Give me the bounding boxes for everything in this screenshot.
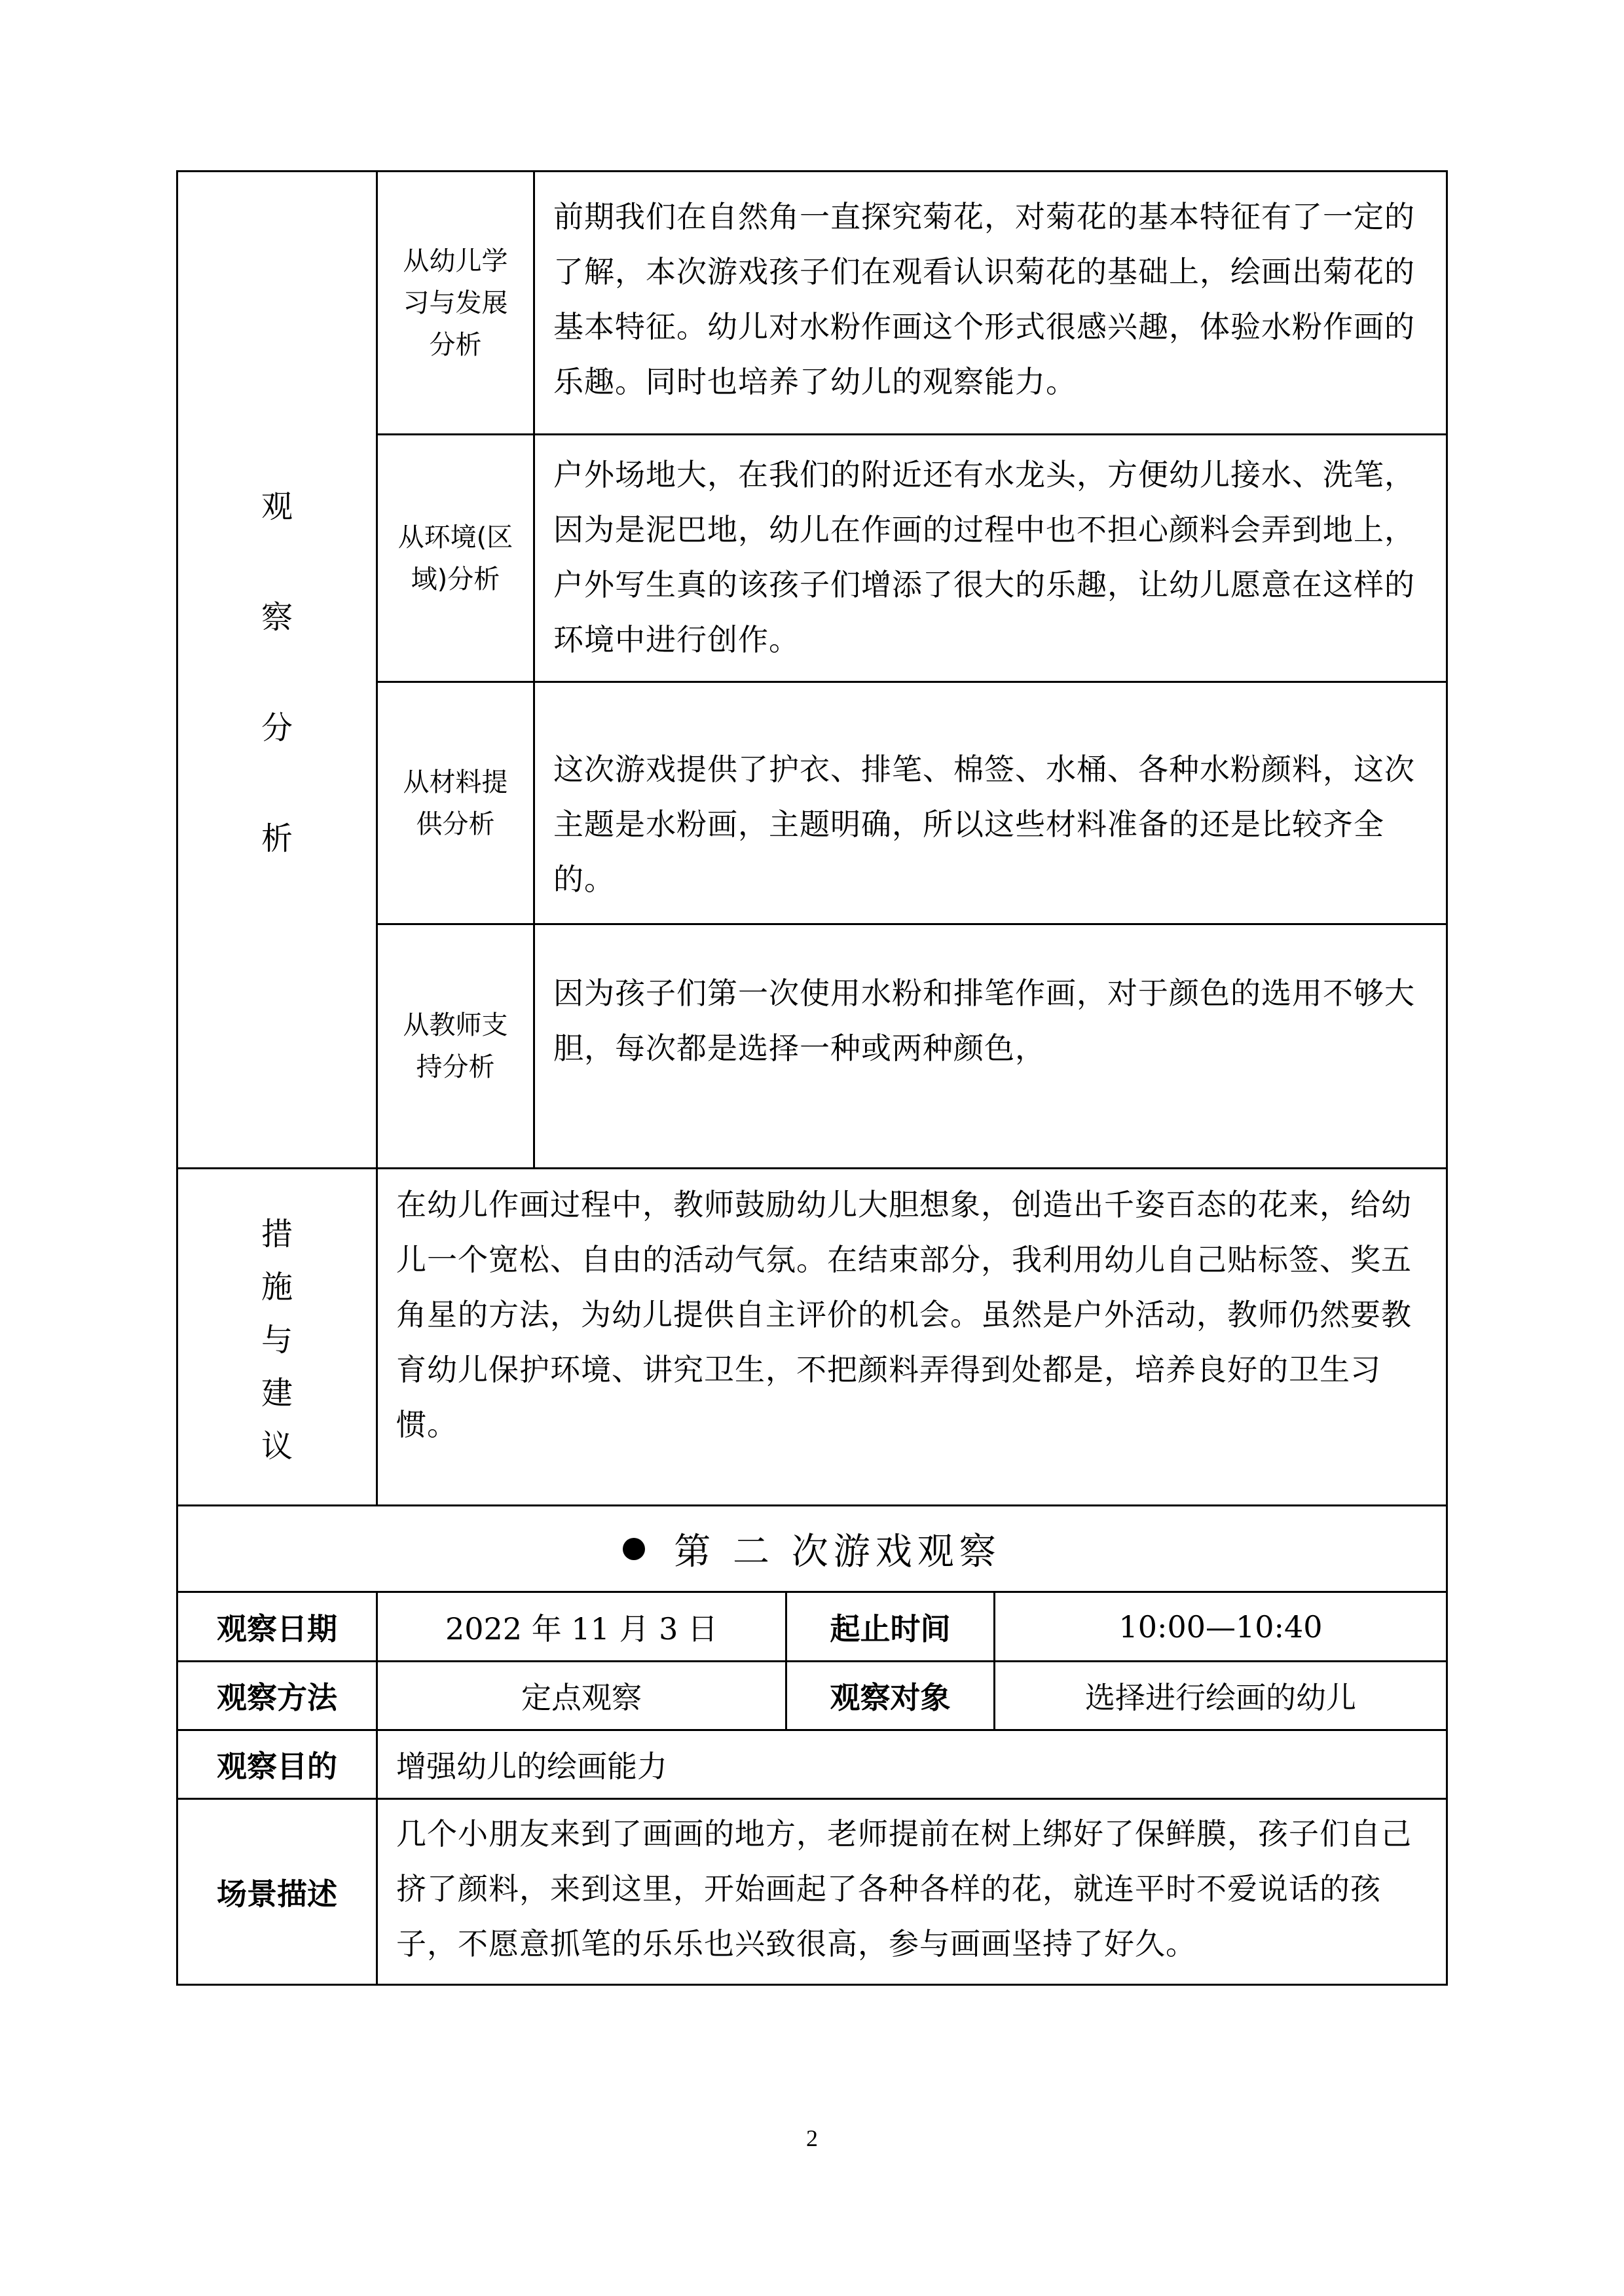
second-observation-title — [178, 1506, 1446, 1591]
analysis-sublabel-teacher: 从教师支持分析 — [403, 1010, 508, 1082]
analysis-sublabel-environment: 从环境(区域)分析 — [397, 522, 513, 594]
measures-label-char: 议 — [261, 1427, 293, 1465]
table-border — [176, 1984, 1448, 1986]
measures-label-char: 建 — [261, 1374, 293, 1412]
analysis-text-environment: 户外场地大，在我们的附近还有水龙头，方便幼儿接水、洗笔，因为是泥巴地，幼儿在作画的过程中也不担心颜料会弄到地上，户外写生真的该孩子们增添了很大的乐趣，让幼儿愿意在这样的环境中进行创作。 — [553, 457, 1415, 657]
analysis-label-char: 分 — [261, 710, 293, 746]
analysis-label-char: 观 — [261, 488, 293, 525]
analysis-text-teacher: 因为孩子们第一次使用水粉和排笔作画，对于颜色的选用不够大胆，每次都是选择一种或两种颜色， — [553, 975, 1415, 1066]
target-label: 观察对象 — [830, 1680, 951, 1715]
target-value: 选择进行绘画的幼儿 — [1085, 1680, 1356, 1715]
bullet-icon — [623, 1538, 645, 1560]
table-border — [1446, 170, 1448, 1986]
measures-label — [178, 1169, 376, 1504]
page-number: 2 — [806, 2125, 818, 2151]
second-observation-title-text: 第 二 次游戏观察 — [674, 1530, 1001, 1573]
analysis-label — [178, 172, 376, 1167]
analysis-text-materials: 这次游戏提供了护衣、排笔、棉签、水桶、各种水粉颜料，这次主题是水粉画，主题明确，所以这些材料准备的还是比较齐全的。 — [553, 752, 1415, 897]
time-value: 10:00—10:40 — [1118, 1609, 1323, 1645]
measures-label-char: 施 — [261, 1268, 293, 1305]
analysis-label-char: 察 — [261, 599, 293, 636]
analysis-label-char: 析 — [261, 820, 293, 857]
date-value: 2022 年 11 月 3 日 — [445, 1611, 718, 1647]
analysis-sublabel-materials: 从材料提供分析 — [403, 767, 508, 839]
measures-text: 在幼儿作画过程中，教师鼓励幼儿大胆想象，创造出千姿百态的花来，给幼儿一个宽松、自由的活动气氛。在结束部分，我利用幼儿自己贴标签、奖五角星的方法，为幼儿提供自主评价的机会。虽然是户外活动，教师仍然要教育幼儿保护环境、讲究卫生，不把颜料弄得到处都是，培养良好的卫生习惯。 — [396, 1187, 1412, 1442]
scene-label: 场景描述 — [217, 1876, 337, 1912]
analysis-text-learning: 前期我们在自然角一直探究菊花，对菊花的基本特征有了一定的了解，本次游戏孩子们在观看认识菊花的基础上，绘画出菊花的基本特征。幼儿对水粉作画这个形式很感兴趣，体验水粉作画的乐趣。同时也培养了幼儿的观察能力。 — [553, 199, 1415, 399]
measures-label-char: 措 — [261, 1215, 293, 1252]
purpose-value: 增强幼儿的绘画能力 — [396, 1749, 667, 1784]
purpose-label: 观察目的 — [217, 1749, 337, 1784]
date-label: 观察日期 — [217, 1611, 337, 1647]
analysis-sublabel-learning: 从幼儿学习与发展分析 — [403, 246, 508, 360]
scene-value: 几个小朋友来到了画画的地方，老师提前在树上绑好了保鲜膜，孩子们自己挤了颜料，来到这里，开始画起了各种各样的花，就连平时不爱说话的孩子，不愿意抓笔的乐乐也兴致很高，参与画画坚持了好久。 — [396, 1816, 1412, 1961]
method-value: 定点观察 — [521, 1680, 642, 1715]
time-label: 起止时间 — [830, 1611, 951, 1647]
method-label: 观察方法 — [217, 1680, 337, 1715]
measures-label-char: 与 — [261, 1321, 293, 1358]
